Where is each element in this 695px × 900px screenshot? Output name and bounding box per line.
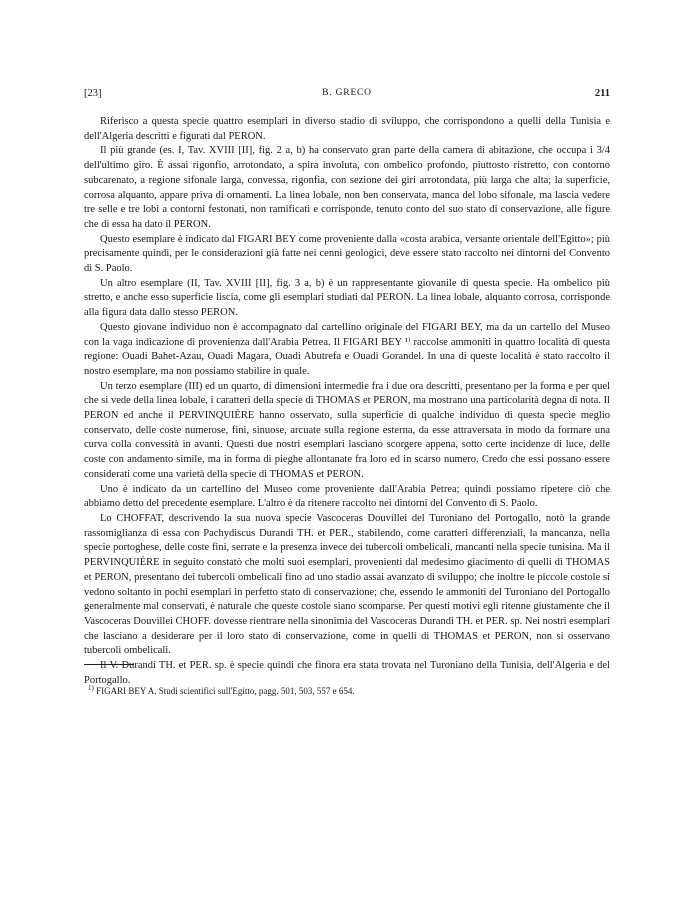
footnote-divider <box>84 664 134 665</box>
paragraph-3: Questo esemplare è indicato dal FIGARI BEY come proveniente dalla «costa arabica, versante orientale dell'Egitto»; più precisamente quindi, per le considerazioni già fatte nei cenni geologici, deve essere stato raccolto nei dintorni del Convento di S. Paolo. <box>84 233 610 275</box>
paragraph-1: Riferisco a questa specie quattro esemplari in diverso stadio di sviluppo, che corrispondono a quelli della Tunisia e dell'Algeria descritti e figurati dal PERON. <box>84 116 610 142</box>
page-number: 211 <box>594 88 610 99</box>
paragraph-5: Questo giovane individuo non è accompagnato dal cartellino originale del FIGARI BEY, ma da un cartello del Museo con la vaga indicazione di provenienza dall'Arabia Petrea. Il FIGARI BEY ¹⁾ raccolse ammoniti in quattro località di questa regione: Ouadi Bahet-Azau, Ouadi Magara, Ouadi Abutrefa e Ouadi Gorandel. In una di queste località è stato raccolto il nostro esemplare, ma non possiamo stabilire in quale. <box>84 321 610 377</box>
paragraph-2: Il più grande (es. I, Tav. XVIII [II], fig. 2 a, b) ha conservato gran parte della camera di abitazione, che occupa i 3/4 dell'ultimo giro. È assai rigonfio, arrotondato, a spira involuta, con ombelico profondo, piuttosto ristretto, con contorno subcarenato, a regione sifonale larga, convessa, rigonfia, con sezione dei giri arrotondata, più larga che alta; la superficie, corrosa alquanto, appare priva di ornamenti. La linea lobale, non ben conservata, manca del lobo sifonale, ma lascia vedere tre selle e tre lobi a contorni festonati, non ramificati e corrisponde, tenuto conto del suo stato di conservazione, alle figure che di essa ha dato il PERON. <box>84 145 610 230</box>
paragraph-7: Uno è indicato da un cartellino del Museo come proveniente dall'Arabia Petrea; quindi possiamo ripetere ciò che abbiamo detto del precedente esemplare. L'altro è da ritenere raccolto nei dintorni del Convento di S. Paolo. <box>84 483 610 510</box>
paragraph-8: Lo CHOFFAT, descrivendo la sua nuova specie Vascoceras Douvillei del Turoniano del Portogallo, notò la grande rassomiglianza di essa con Pachydiscus Durandi TH. et PER., stabilendo, come caratteri differenziali, la mancanza, nella specie portoghese, delle coste fini, serrate e la presenza invece dei tubercoli ombelicali, mancanti nella specie tunisina. Ma il PERVINQUIÈRE in seguito constatò che molti suoi esemplari, provenienti dal medesimo giacimento di quelli di THOMAS et PERON, presentano dei tubercoli ombelicali fino ad uno stadio assai avanzato di sviluppo; che inoltre le piccole costole si vedono soltanto in pochi esemplari in perfetto stato di conservazione; che, essendo le ammoniti del Turoniano del Portogallo generalmente mal conservati, è naturale che queste costole siano scomparse. Per questi motivi egli ritenne giustamente che il Vascoceras Douvillei CHOFF. dovesse rientrare nella sinonimia del Vascoceras Durandi TH. et PER. sp. Nei nostri esemplari che lasciano a desiderare per il loro stato di conservazione, come in quelli di THOMAS et PERON, non si osservano tubercoli ombelicali. <box>84 512 610 657</box>
footnote-mark: 1) <box>88 684 94 692</box>
paragraph-6: Un terzo esemplare (III) ed un quarto, di dimensioni intermedie fra i due ora descritti, presentano per la forma e per quel che si vede della linea lobale, i caratteri della specie di THOMAS et PERON, ma mostrano una particolarità degna di nota. Il PERON ed anche il PERVINQUIÈRE hanno osservato, sulla superficie di qualche individuo di questa specie meglio conservato, delle coste numerose, fini, sinuose, arcuate sulla regione esterna, da esse attraversata in modo da formare una curva colla convessità in avanti. Questi due nostri esemplari lasciano scorgere appena, sotto certe incidenze di luce, delle coste con andamento simile, ma in forma di pieghe allontanate fra loro ed in scarso numero. Credo che essi possano essere considerati come una varietà della specie di THOMAS et PERON. <box>84 380 610 480</box>
footnote <box>88 684 608 696</box>
body-text <box>84 115 610 688</box>
author-name: B. GRECO <box>322 88 372 98</box>
paragraph-9: Il V. Durandi TH. et PER. sp. è specie quindi che finora era stata trovata nel Turoniano della Tunisia, dell'Algeria e del Portogallo. <box>84 660 610 686</box>
paragraph-4: Un altro esemplare (II, Tav. XVIII [II], fig. 3 a, b) è un rappresentante giovanile di questa specie. Ha ombelico più stretto, e anche esso superficie liscia, come gli esemplari studiati dal PERON. La linea lobale, alquanto corrosa, corrisponde alla figura data dallo stesso PERON. <box>84 277 610 319</box>
footnote-text: FIGARI BEY A. Studi scientifici sull'Egitto, pagg. 501, 503, 557 e 654. <box>96 686 355 696</box>
running-header <box>84 88 610 104</box>
section-number: [23] <box>84 88 102 99</box>
